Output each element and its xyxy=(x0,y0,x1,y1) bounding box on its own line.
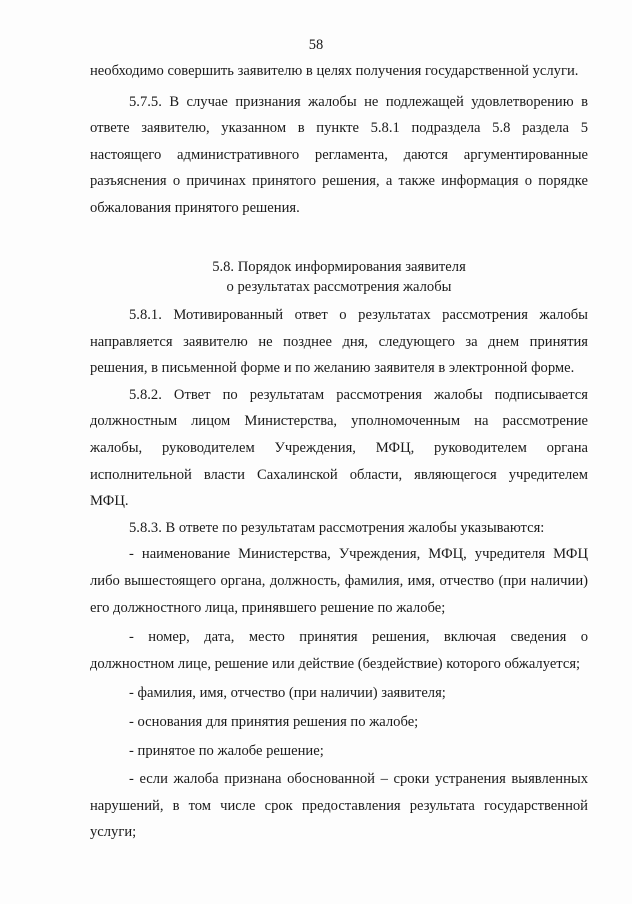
section-heading xyxy=(90,257,588,297)
continuation-paragraph: необходимо совершить заявителю в целях получения государственной услуги. xyxy=(90,63,579,79)
paragraph-5-8-2: 5.8.2. Ответ по результатам рассмотрения жалобы подписывается должностным лицом Министерства, уполномоченным на рассмотрение жалобы, руководителем Учреждения, МФЦ, руководителем органа исполнительной власти Сахалинской области, являющегося учредителем МФЦ. xyxy=(90,386,588,510)
section-heading-line1: 5.8. Порядок информирования заявителя xyxy=(212,259,466,275)
page-number: 58 xyxy=(308,37,324,53)
paragraph-5-7-5: 5.7.5. В случае признания жалобы не подлежащей удовлетворению в ответе заявителю, указанном в пункте 5.8.1 подраздела 5.8 раздела 5 настоящего административного регламента, даются аргументированные разъяснения о причинах принятого решения, а также информация о порядке обжалования принятого решения. xyxy=(90,93,588,216)
list-item: - основания для принятия решения по жалобе; xyxy=(129,713,419,730)
list-item: - принятое по жалобе решение; xyxy=(129,742,324,759)
list-item: - номер, дата, место принятия решения, включая сведения о должностном лице, решение или действие (бездействие) которого обжалуется; xyxy=(90,629,588,672)
section-heading-line2: о результатах рассмотрения жалобы xyxy=(226,279,452,295)
lower-text-block xyxy=(90,302,588,846)
list-item: - наименование Министерства, Учреждения, МФЦ, учредителя МФЦ либо вышестоящего органа, должность, фамилия, имя, отчество (при наличии) его должностного лица, принявшего решение по жалобе; xyxy=(90,546,588,616)
list-item: - фамилия, имя, отчество (при наличии) заявителя; xyxy=(129,685,446,702)
list-item: - если жалоба признана обоснованной – сроки устранения выявленных нарушений, в том числе срок предоставления результата государственной услуги; xyxy=(90,771,588,841)
upper-text-block xyxy=(90,58,588,222)
paragraph-5-8-1: 5.8.1. Мотивированный ответ о результатах рассмотрения жалобы направляется заявителю не позднее дня, следующего за днем принятия решения, в письменной форме и по желанию заявителя в электронной форме. xyxy=(90,307,588,377)
paragraph-5-8-3: 5.8.3. В ответе по результатам рассмотрения жалобы указываются: xyxy=(129,519,545,536)
